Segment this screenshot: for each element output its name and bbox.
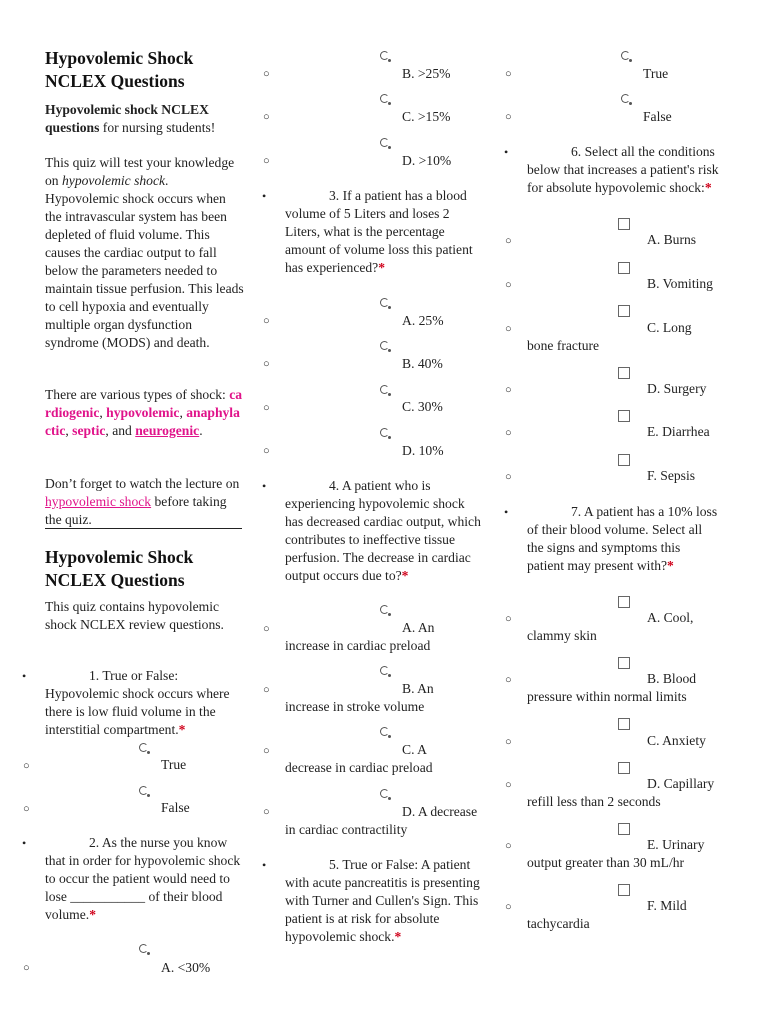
link-neurogenic[interactable]: neurogenic [135,423,200,438]
radio-icon[interactable] [380,605,389,614]
q3-option-a[interactable]: A. 25% [402,313,444,328]
q4-text: A patient who is experiencing hypovolemic shock has decreased cardiac output, which contributes to ineffective tissue perfusion. The decrease in cardiac output occurs due to? [285,478,481,583]
q4-option-d[interactable]: D. A decrease in cardiac contractility [285,804,478,837]
bullet-icon: • [504,145,509,159]
checkbox-icon[interactable] [618,410,630,422]
q2-option-a[interactable]: A. <30% [161,960,211,975]
radio-icon[interactable] [621,51,630,60]
checkbox-icon[interactable] [618,718,630,730]
q7-text: A patient has a 10% loss of their blood volume. Select all the signs and symptoms this patient may present with? [527,504,718,573]
question-2 [45,834,245,924]
checkbox-icon[interactable] [618,454,630,466]
required-mark: * [89,907,96,922]
bullet-icon: • [262,479,267,493]
link-hypovolemic[interactable]: hypovolemic [106,405,180,420]
required-mark: * [704,180,712,195]
q7-option-b[interactable]: B. Blood pressure within normal limits [527,671,697,704]
link-cardiogenic[interactable]: cardiogenic [45,387,243,420]
radio-icon[interactable] [380,94,389,103]
checkbox-icon[interactable] [618,367,630,379]
required-mark: * [378,260,386,275]
option-circle-icon: ○ [263,155,270,167]
q7-num: 7. [571,504,582,519]
option-circle-icon: ○ [505,384,512,396]
radio-icon[interactable] [621,94,630,103]
option-circle-icon: ○ [505,840,512,852]
option-circle-icon: ○ [505,736,512,748]
intro-para-emphasis: hypovolemic shock [62,173,166,188]
option-circle-icon: ○ [505,235,512,247]
and-text: , and [105,423,136,438]
lecture-text-2: before taking the quiz. [45,494,227,527]
q3-option-d[interactable]: D. 10% [402,443,444,458]
radio-icon[interactable] [380,298,389,307]
q7-option-f[interactable]: F. Mild tachycardia [527,898,687,931]
radio-icon[interactable] [380,385,389,394]
checkbox-icon[interactable] [618,884,630,896]
quiz-title: Hypovolemic Shock NCLEX Questions [45,547,194,590]
q3-text: If a patient has a blood volume of 5 Liters and loses 2 Liters, what is the percentage amount of volume loss this patient has experienced? [285,188,473,275]
q1-option-true[interactable]: True [161,757,187,772]
option-circle-icon: ○ [505,111,512,123]
page-title: Hypovolemic Shock NCLEX Questions [45,48,194,91]
q7-option-a[interactable]: A. Cool, clammy skin [527,610,694,643]
radio-icon[interactable] [380,138,389,147]
option-circle-icon: ○ [23,962,30,974]
q6-option-c[interactable]: C. Long bone fracture [527,320,692,353]
checkbox-icon[interactable] [618,305,630,317]
q3-num: 3. [329,188,340,203]
option-circle-icon: ○ [263,623,270,635]
checkbox-icon[interactable] [618,762,630,774]
q7-option-d[interactable]: D. Capillary refill less than 2 seconds [527,776,715,809]
q7-option-c[interactable]: C. Anxiety [647,733,706,748]
q6-text: Select all the conditions below that increases a patient's risk for absolute hypovolemic shock: [527,144,719,195]
q6-option-e[interactable]: E. Diarrhea [647,424,710,439]
radio-icon[interactable] [380,727,389,736]
question-5 [285,856,483,946]
option-circle-icon: ○ [263,745,270,757]
option-circle-icon: ○ [505,323,512,335]
q3-option-b[interactable]: B. 40% [402,356,443,371]
q1-option-false[interactable]: False [161,800,190,815]
required-mark: * [178,722,186,737]
intro-lead-rest: for nursing students! [99,120,216,135]
link-anaphylactic[interactable]: anaphylactic [45,405,240,438]
option-circle-icon: ○ [263,315,270,327]
checkbox-icon[interactable] [618,262,630,274]
option-circle-icon: ○ [263,402,270,414]
intro-lead-bold: Hypovolemic shock NCLEX questions [45,102,209,135]
option-circle-icon: ○ [505,674,512,686]
question-7 [527,503,720,575]
option-circle-icon: ○ [23,760,30,772]
option-circle-icon: ○ [263,358,270,370]
radio-icon[interactable] [380,51,389,60]
radio-icon[interactable] [139,743,148,752]
bullet-icon: • [262,189,267,203]
q5-text: True or False: A patient with acute pancreatitis is presenting with Turner and Cullen's Sign. This patient is at risk for absolute hypovolemic shock. [285,857,480,944]
q6-num: 6. [571,144,582,159]
intro-lead [45,101,245,137]
q2-option-d[interactable]: D. >10% [402,153,452,168]
q5-num: 5. [329,857,340,872]
required-mark: * [667,558,674,573]
radio-icon[interactable] [380,428,389,437]
question-1 [45,667,245,739]
lecture-link[interactable]: hypovolemic shock [45,494,152,509]
q6-option-f[interactable]: F. Sepsis [647,468,696,483]
option-circle-icon: ○ [505,279,512,291]
intro-para-text-2: . Hypovolemic shock occurs when the intravascular system has been depleted of fluid volume. This causes the cardiac output to fall below the parameters needed to maintain tissue perfusion. This leads to cell hypoxia and eventually multiple organ dysfunction syndrome (MODS) and death. [45,173,244,350]
bullet-icon: • [504,505,509,519]
radio-icon[interactable] [139,944,148,953]
q3-option-c[interactable]: C. 30% [402,399,443,414]
option-circle-icon: ○ [263,68,270,80]
option-circle-icon: ○ [263,111,270,123]
q7-option-e[interactable]: E. Urinary output greater than 30 mL/hr [527,837,705,870]
q6-option-b[interactable]: B. Vomiting [647,276,713,291]
option-circle-icon: ○ [505,471,512,483]
checkbox-icon[interactable] [618,596,630,608]
radio-icon[interactable] [380,666,389,675]
q5-option-true[interactable]: True [643,66,669,81]
bullet-icon: • [22,669,27,683]
radio-icon[interactable] [139,786,148,795]
q1-num: 1. [89,668,100,683]
option-circle-icon: ○ [263,684,270,696]
question-6 [527,143,720,197]
link-septic[interactable]: septic [72,423,106,438]
shock-types-paragraph: There are various types of shock: cardiogenic, hypovolemic, anaphylactic, septic, and neurogenic. [45,387,243,438]
option-circle-icon: ○ [23,803,30,815]
checkbox-icon[interactable] [618,657,630,669]
quiz-description: This quiz contains hypovolemic shock NCLEX review questions. [45,599,224,632]
question-4 [285,477,483,585]
q6-option-d[interactable]: D. Surgery [647,381,707,396]
q4-option-b[interactable]: B. An increase in stroke volume [285,681,434,714]
option-circle-icon: ○ [505,901,512,913]
q2-text: As the nurse you know that in order for hypovolemic shock to occur the patient would need to lose ___________ of their blood volume. [45,835,241,922]
q2-option-b[interactable]: B. >25% [402,66,451,81]
checkbox-icon[interactable] [618,823,630,835]
required-mark: * [394,929,402,944]
bullet-icon: • [262,858,267,872]
q5-option-false[interactable]: False [643,109,672,124]
option-circle-icon: ○ [505,427,512,439]
lecture-paragraph [45,475,245,529]
intro-paragraph [45,154,245,352]
divider [45,528,242,529]
q1-text: True or False: Hypovolemic shock occurs where there is low fluid volume in the interstitial compartment. [45,668,230,737]
option-circle-icon: ○ [505,68,512,80]
lecture-text: Don’t forget to watch the lecture on [45,476,240,491]
checkbox-icon[interactable] [618,218,630,230]
required-mark: * [401,568,409,583]
q4-option-c[interactable]: C. A decrease in cardiac preload [285,742,433,775]
radio-icon[interactable] [380,341,389,350]
option-circle-icon: ○ [505,613,512,625]
option-circle-icon: ○ [263,445,270,457]
question-3 [285,187,483,277]
q2-option-c[interactable]: C. >15% [402,109,451,124]
intro-para-text: This quiz will test your knowledge on [45,155,235,188]
q4-num: 4. [329,478,340,493]
radio-icon[interactable] [380,789,389,798]
shock-types-label: There are various types of shock: [45,387,230,402]
q2-num: 2. [89,835,100,850]
option-circle-icon: ○ [263,806,270,818]
q4-option-a[interactable]: A. An increase in cardiac preload [285,620,435,653]
option-circle-icon: ○ [505,779,512,791]
q6-option-a[interactable]: A. Burns [647,232,697,247]
bullet-icon: • [22,836,27,850]
